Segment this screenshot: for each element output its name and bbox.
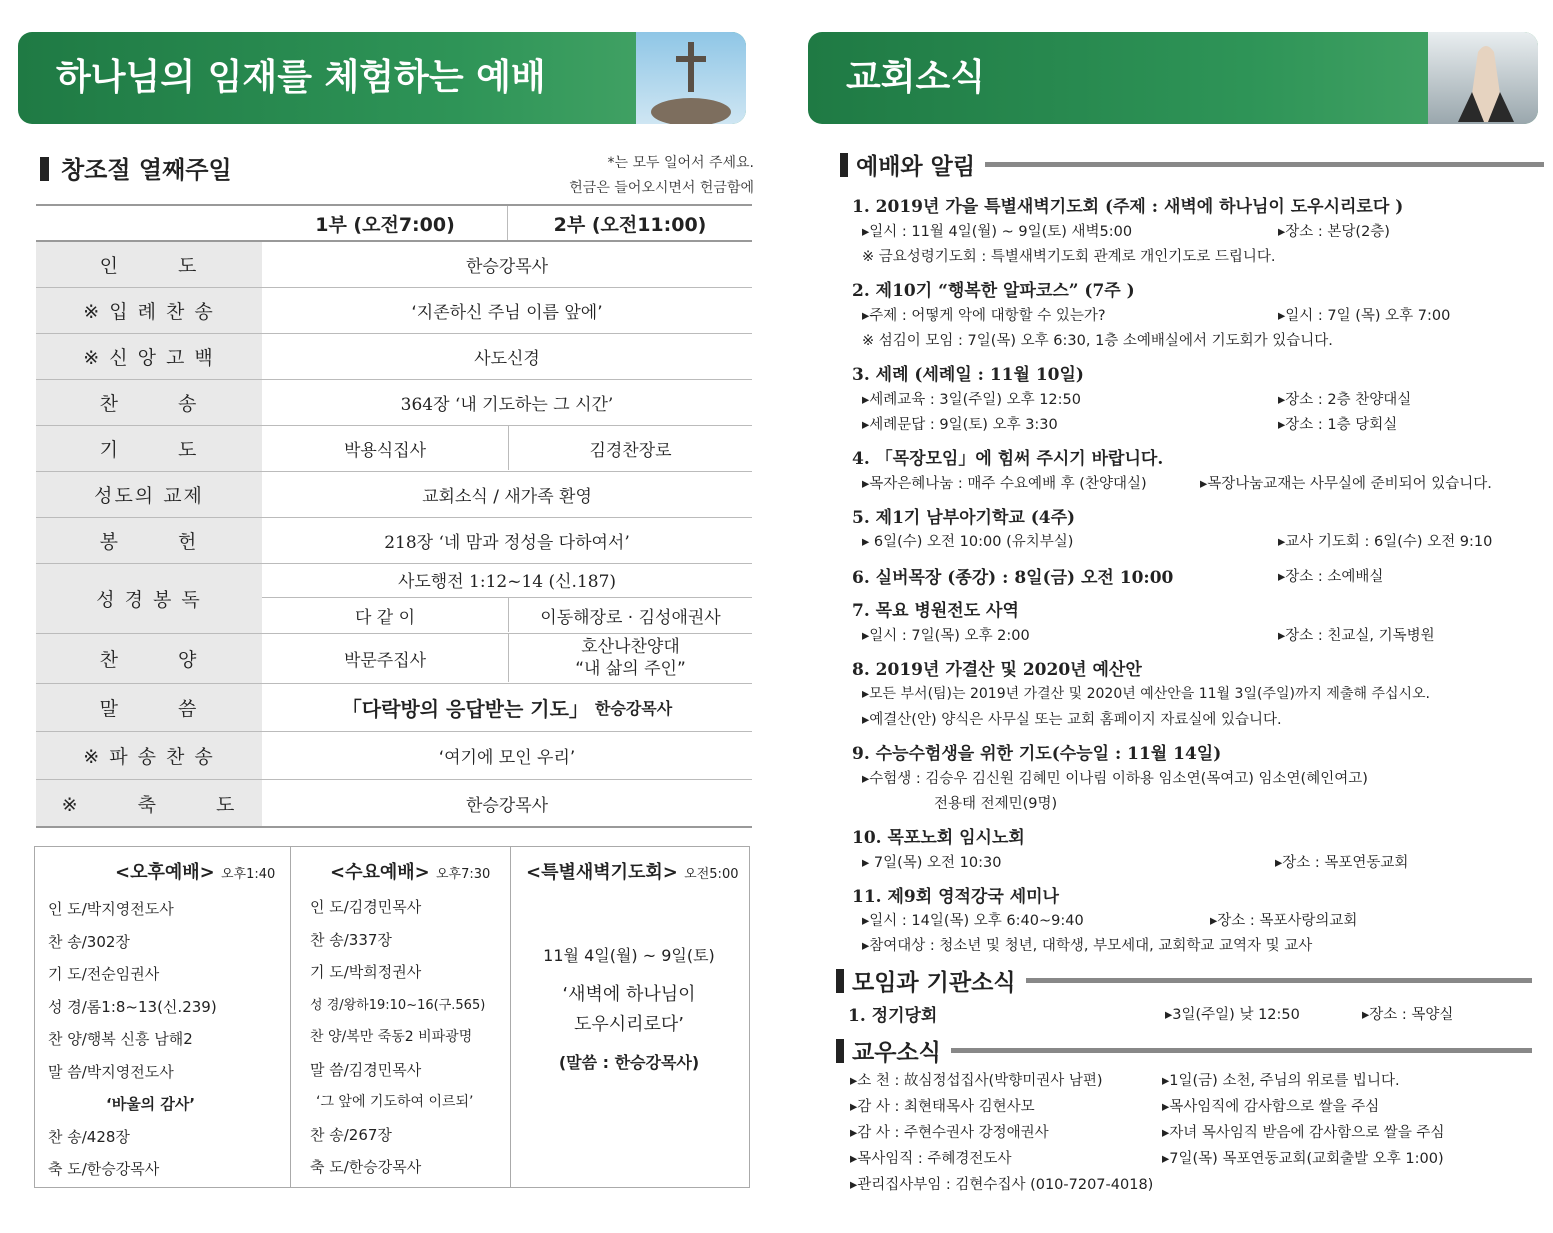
notice-item-7-place: ▸장소 : 친교실, 기독병원 <box>1278 628 1435 644</box>
afternoon-service-title <box>115 858 275 884</box>
dawn-prayer-speaker: (말씀 : 한승강목사) <box>558 1053 700 1072</box>
notice-item-1-note: ※ 금요성령기도회 : 특별새벽기도회 관계로 개인기도로 드립니다. <box>862 249 1276 265</box>
header-rule <box>1026 978 1532 983</box>
dawn-prayer-title <box>526 858 738 884</box>
header-rule <box>951 1048 1532 1053</box>
meeting-item-1-time: ▸3일(주일) 낮 12:50 <box>1165 1007 1300 1023</box>
title-bar-mark <box>840 153 848 177</box>
dawn-title-text: <특별새벽기도회> <box>526 862 678 883</box>
dawn-prayer-theme-1: ‘새벽에 하나님이 <box>562 984 696 1005</box>
title-bar-mark <box>40 157 49 181</box>
table-bottom-rule <box>36 826 752 828</box>
standing-note: *는 모두 일어서 주세요. <box>607 155 754 171</box>
praying-hands-image <box>1428 32 1538 124</box>
afternoon-time: 오후1:40 <box>221 867 276 882</box>
row-value-benediction: 한승강목사 <box>465 795 549 816</box>
header-divider <box>507 206 508 240</box>
wednesday-line: 성 경/왕하19:10~16(구.565) <box>310 998 486 1013</box>
wednesday-line: 찬 송/337장 <box>310 931 392 949</box>
notice-item-6-place: ▸장소 : 소예배실 <box>1278 569 1384 585</box>
notice-item-9-detail-2: 전용태 전제민(9명) <box>934 796 1058 812</box>
row-label-scripture: 성 경 봉 독 <box>36 564 262 632</box>
row-value-scripture-reader-2: 이동해장로 · 김성애권사 <box>508 598 752 632</box>
member-news-right: ▸7일(목) 목포연동교회(교회출발 오후 1:00) <box>1162 1151 1444 1167</box>
notice-item-2-title: 2. 제10기 “행복한 알파코스” (7주 ) <box>852 281 1135 301</box>
notice-item-5-teachers: ▸교사 기도회 : 6일(수) 오전 9:10 <box>1278 534 1493 550</box>
worship-banner <box>18 32 746 124</box>
notice-item-3-place-2: ▸장소 : 1층 당회실 <box>1278 417 1398 433</box>
row-label-praise: 찬 양 <box>36 634 262 682</box>
member-news-left: ▸목사임직 : 주혜경전도사 <box>850 1151 1012 1167</box>
row-label-benediction: ※ 축 도 <box>36 780 262 826</box>
notice-item-2-time: ▸일시 : 7일 (목) 오후 7:00 <box>1278 308 1451 324</box>
notice-item-10-title: 10. 목포노회 임시노회 <box>852 828 1025 848</box>
worship-notice-header <box>840 148 1544 181</box>
notice-item-3-title: 3. 세례 (세례일 : 11월 10일) <box>852 365 1084 385</box>
notice-item-1-place: ▸장소 : 본당(2층) <box>1278 224 1390 240</box>
notice-item-7-detail: ▸일시 : 7일(목) 오후 2:00 <box>862 628 1030 644</box>
wednesday-title-text: <수요예배> <box>330 862 430 883</box>
notice-item-3-detail: ▸세례교육 : 3일(주일) 오후 12:50 <box>862 392 1081 408</box>
title-bar-mark <box>836 969 844 993</box>
service-2-header: 2부 (오전11:00) <box>553 213 707 236</box>
row-label-fellowship: 성도의 교제 <box>36 472 262 516</box>
afternoon-line: 성 경/롬1:8~13(신.239) <box>48 998 217 1016</box>
row-value-sermon <box>262 684 752 730</box>
meeting-item-1-place: ▸장소 : 목양실 <box>1362 1007 1454 1023</box>
notice-item-10-place: ▸장소 : 목포연동교회 <box>1275 855 1409 871</box>
wednesday-sermon-title: ‘그 앞에 기도하여 이르되’ <box>316 1094 474 1110</box>
notice-item-8-detail: ▸모든 부서(팀)는 2019년 가결산 및 2020년 예산안을 11월 3일(주일)까지 제출해 주십시오. <box>862 686 1431 702</box>
notice-item-4-note: ▸목장나눔교재는 사무실에 준비되어 있습니다. <box>1200 476 1492 492</box>
wednesday-service-title <box>330 858 490 884</box>
row-value-hymn: 364장 ‘내 기도하는 그 시간’ <box>400 394 614 415</box>
notice-item-3-place: ▸장소 : 2층 찬양대실 <box>1278 392 1412 408</box>
order-section-title <box>40 150 232 185</box>
notice-item-5-detail: ▸ 6일(수) 오전 10:00 (유치부실) <box>862 534 1074 550</box>
row-value-offering: 218장 ‘네 맘과 정성을 다하여서’ <box>384 532 630 553</box>
wednesday-line: 축 도/한승강목사 <box>310 1158 422 1176</box>
notice-item-10-detail: ▸ 7일(목) 오전 10:30 <box>862 855 1002 871</box>
header-rule <box>985 162 1544 167</box>
notice-item-2-detail: ▸주제 : 어떻게 악에 대항할 수 있는가? <box>862 308 1106 324</box>
afternoon-line: 찬 양/행복 신흥 남해2 <box>48 1030 193 1048</box>
member-news-left: ▸감 사 : 주현수권사 강정애권사 <box>850 1125 1049 1141</box>
row-value-sending-hymn: ‘여기에 모인 우리’ <box>438 747 576 768</box>
news-banner-title: 교회소식 <box>846 57 986 98</box>
choir-song: “내 삶의 주인” <box>575 659 686 679</box>
row-value-prayer-1: 박용식집사 <box>343 440 427 461</box>
row-value-entrance-hymn: ‘지존하신 주님 이름 앞에’ <box>411 302 603 323</box>
row-value-prayer-2: 김경찬장로 <box>508 426 752 470</box>
notice-item-11-note: ▸참여대상 : 청소년 및 청년, 대학생, 부모세대, 교회학교 교역자 및 교사 <box>862 938 1313 954</box>
notice-item-8-title: 8. 2019년 가결산 및 2020년 예산안 <box>852 660 1142 680</box>
wednesday-line: 찬 양/복만 죽동2 비파광명 <box>310 1029 473 1045</box>
worship-banner-title: 하나님의 임재를 체험하는 예배 <box>56 57 546 98</box>
wednesday-line: 기 도/박희정권사 <box>310 963 422 981</box>
member-news-right: ▸목사임직에 감사함으로 쌀을 주심 <box>1162 1099 1380 1115</box>
notice-item-4-title: 4. 「목장모임」에 힘써 주시기 바랍니다. <box>852 449 1164 469</box>
worship-notice-title: 예배와 알림 <box>856 154 976 180</box>
wednesday-line: 인 도/김경민목사 <box>310 898 422 916</box>
box-divider <box>290 846 291 1188</box>
afternoon-line: 기 도/전순임권사 <box>48 965 160 983</box>
afternoon-title-text: <오후예배> <box>115 862 215 883</box>
members-news-header <box>836 1034 1532 1067</box>
row-value-praise-2 <box>508 634 752 682</box>
afternoon-line: 인 도/박지영전도사 <box>48 900 174 918</box>
notice-item-3-detail-2: ▸세례문답 : 9일(토) 오후 3:30 <box>862 417 1058 433</box>
sermon-speaker: 한승강목사 <box>594 698 673 718</box>
notice-item-9-detail: ▸수험생 : 김승우 김신원 김혜민 이나림 이하용 임소연(목여고) 임소연(혜인여고) <box>862 771 1368 787</box>
wednesday-line: 말 씀/김경민목사 <box>310 1061 422 1079</box>
title-bar-mark <box>836 1039 844 1063</box>
afternoon-line: 말 씀/박지영전도사 <box>48 1063 174 1081</box>
service-1-header: 1부 (오전7:00) <box>315 213 455 236</box>
afternoon-sermon-title: ‘바울의 감사’ <box>106 1095 196 1113</box>
row-label-prayer: 기 도 <box>36 426 262 470</box>
row-label-entrance-hymn: ※ 입 례 찬 송 <box>36 288 262 332</box>
news-banner <box>808 32 1538 124</box>
wednesday-time: 오후7:30 <box>436 867 491 882</box>
member-news-left: ▸소 천 : 故심정섭집사(박향미권사 남편) <box>850 1073 1103 1089</box>
groups-news-header <box>836 964 1532 997</box>
cross-statue-image <box>636 32 746 124</box>
notice-item-11-title: 11. 제9회 영적강국 세미나 <box>852 887 1059 907</box>
notice-item-2-note: ※ 섬김이 모임 : 7일(목) 오후 6:30, 1층 소예배실에서 기도회가 있습니다. <box>862 333 1333 349</box>
afternoon-line: 찬 송/428장 <box>48 1128 130 1146</box>
groups-news-title: 모임과 기관소식 <box>852 970 1016 996</box>
dawn-prayer-theme-2: 도우시리로다’ <box>573 1014 685 1035</box>
row-label-creed: ※ 신 앙 고 백 <box>36 334 262 378</box>
notice-item-6-title: 6. 실버목장 (종강) : 8일(금) 오전 10:00 <box>852 568 1174 588</box>
row-label-hymn: 찬 송 <box>36 380 262 424</box>
notice-item-8-note: ▸예결산(안) 양식은 사무실 또는 교회 홈페이지 자료실에 있습니다. <box>862 712 1282 728</box>
member-news-right: ▸1일(금) 소천, 주님의 위로를 빕니다. <box>1162 1073 1400 1089</box>
row-value-creed: 사도신경 <box>474 348 540 369</box>
notice-item-11-detail: ▸일시 : 14일(목) 오후 6:40~9:40 <box>862 913 1084 929</box>
sermon-title: 「다락방의 응답받는 기도」 <box>341 696 589 721</box>
meeting-item-1-title: 1. 정기당회 <box>848 1006 938 1026</box>
notice-item-5-title: 5. 제1기 남부아기학교 (4주) <box>852 508 1076 528</box>
choir-name: 호산나찬양대 <box>581 637 680 657</box>
row-value-leader: 한승강목사 <box>465 256 549 277</box>
member-news-right: ▸자녀 목사임직 받음에 감사함으로 쌀을 주심 <box>1162 1125 1445 1141</box>
row-value-scripture: 사도행전 1:12~14 (신.187) <box>397 571 617 592</box>
row-label-offering: 봉 헌 <box>36 518 262 562</box>
row-label-sermon: 말 씀 <box>36 684 262 730</box>
notice-item-7-title: 7. 목요 병원전도 사역 <box>852 601 1019 621</box>
notice-item-9-title: 9. 수능수험생을 위한 기도(수능일 : 11월 14일) <box>852 744 1222 764</box>
members-news-title: 교우소식 <box>852 1040 941 1066</box>
notice-item-1-detail: ▸일시 : 11월 4일(월) ~ 9일(토) 새벽5:00 <box>862 224 1133 240</box>
notice-item-11-place: ▸장소 : 목포사랑의교회 <box>1210 913 1358 929</box>
row-value-praise-1: 박문주집사 <box>343 650 427 671</box>
notice-item-4-detail: ▸목자은혜나눔 : 매주 수요예배 후 (찬양대실) <box>862 476 1147 492</box>
box-divider <box>510 846 511 1188</box>
wednesday-line: 찬 송/267장 <box>310 1126 392 1144</box>
row-value-fellowship: 교회소식 / 새가족 환영 <box>422 486 592 507</box>
afternoon-line: 찬 송/302장 <box>48 933 130 951</box>
member-news-left: ▸감 사 : 최현태목사 김현사모 <box>850 1099 1035 1115</box>
member-news-left: ▸관리집사부임 : 김현수집사 (010-7207-4018) <box>850 1177 1154 1193</box>
row-label-leader: 인 도 <box>36 242 262 286</box>
row-label-sending-hymn: ※ 파 송 찬 송 <box>36 732 262 778</box>
dawn-time: 오전5:00 <box>684 867 739 882</box>
offering-note: 헌금은 들어오시면서 헌금함에 <box>569 180 754 196</box>
order-section-title-text: 창조절 열째주일 <box>61 156 232 184</box>
dawn-prayer-date: 11월 4일(월) ~ 9일(토) <box>543 946 715 965</box>
row-value-scripture-reader-1: 다 같 이 <box>354 607 416 628</box>
notice-item-1-title: 1. 2019년 가을 특별새벽기도회 (주제 : 새벽에 하나님이 도우시리로다 ) <box>852 197 1404 217</box>
afternoon-line: 축 도/한승강목사 <box>48 1160 160 1178</box>
